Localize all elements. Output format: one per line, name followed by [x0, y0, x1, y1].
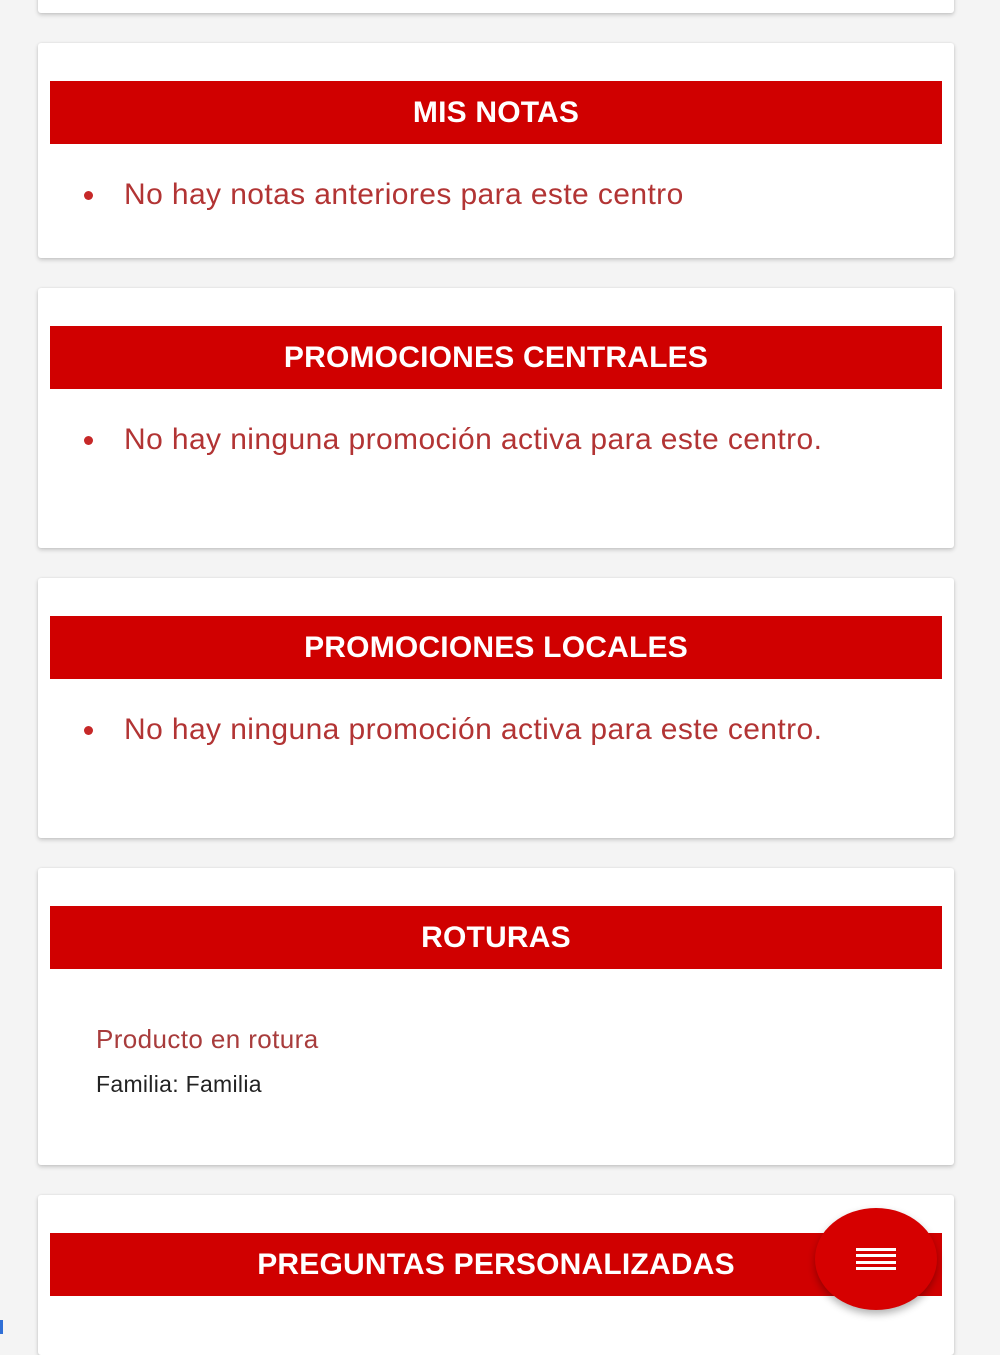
list-item-text: No hay ninguna promoción activa para este centro.	[124, 423, 823, 456]
preguntas-personalizadas-header: PREGUNTAS PERSONALIZADAS	[50, 1233, 942, 1296]
bullet-icon	[84, 436, 93, 445]
roturas-card	[38, 868, 954, 1165]
promociones-locales-header: PROMOCIONES LOCALES	[50, 616, 942, 679]
scroll-edge-indicator	[0, 1320, 3, 1334]
promociones-locales-list	[84, 708, 894, 752]
product-family: Familia: Familia	[96, 1071, 262, 1097]
list-item	[84, 418, 894, 462]
product-name[interactable]: Producto en rotura	[96, 1024, 319, 1054]
menu-fab-button[interactable]	[815, 1208, 937, 1310]
roturas-header: ROTURAS	[50, 906, 942, 969]
promociones-locales-card	[38, 578, 954, 838]
preguntas-personalizadas-card	[38, 1195, 954, 1355]
bullet-icon	[84, 191, 93, 200]
promociones-centrales-card	[38, 288, 954, 548]
mis-notas-list	[84, 173, 894, 217]
mis-notas-header: MIS NOTAS	[50, 81, 942, 144]
bullet-icon	[84, 726, 93, 735]
list-item	[84, 173, 894, 217]
promociones-centrales-list	[84, 418, 894, 462]
list-item-text: No hay notas anteriores para este centro	[124, 178, 684, 211]
menu-icon	[856, 1248, 896, 1270]
mis-notas-card	[38, 43, 954, 258]
list-item-text: No hay ninguna promoción activa para este centro.	[124, 713, 823, 746]
previous-card	[38, 0, 954, 13]
promociones-centrales-header: PROMOCIONES CENTRALES	[50, 326, 942, 389]
list-item	[84, 708, 894, 752]
